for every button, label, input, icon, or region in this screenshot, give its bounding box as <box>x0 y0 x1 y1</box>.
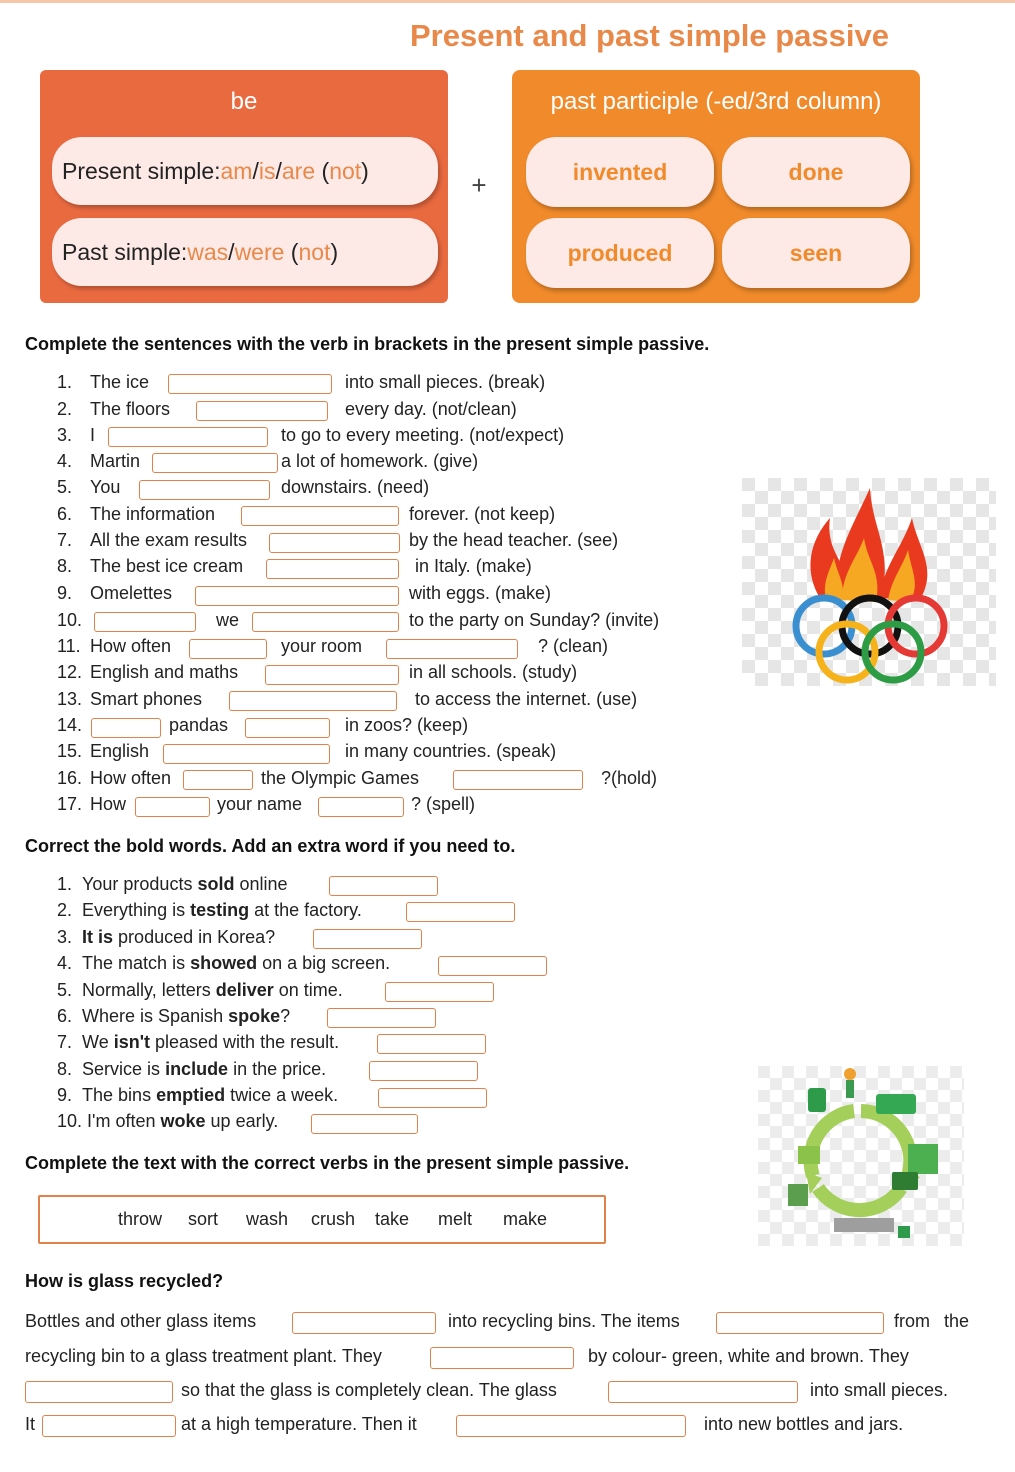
sentence-part: by the head teacher. (see) <box>409 530 619 550</box>
text-part: It <box>25 1414 36 1434</box>
sentence-pre: I'm often <box>87 1111 161 1131</box>
sentence-part: with eggs. (make) <box>409 583 552 603</box>
item-number: 4. <box>57 953 73 973</box>
sentence-part: All the exam results <box>90 530 248 550</box>
item-number: 6. <box>57 504 73 524</box>
bold-word: include <box>165 1059 229 1079</box>
sentence-part: the Olympic Games <box>261 768 420 788</box>
participle-header: past participle (-ed/3rd column) <box>550 88 882 115</box>
sentence-part: to access the internet. (use) <box>415 689 638 709</box>
example-seen: seen <box>722 218 910 288</box>
answer-box[interactable] <box>327 1008 436 1028</box>
sentence-post: online <box>234 874 288 894</box>
recycling-cycle-image <box>758 1066 964 1246</box>
correction-item <box>57 980 343 1001</box>
past-was: was <box>187 238 229 265</box>
subheading: How is glass recycled? <box>25 1271 224 1291</box>
bold-word: deliver <box>215 980 274 1000</box>
correction-item <box>57 953 390 974</box>
answer-box[interactable] <box>241 506 399 526</box>
item-number: 5. <box>57 477 73 497</box>
correction-item <box>57 874 288 895</box>
text-part: the <box>944 1311 970 1331</box>
sentence-part: we <box>216 610 240 630</box>
answer-box[interactable] <box>196 401 328 421</box>
sentence-part: English and maths <box>90 662 239 682</box>
sentence-post: produced in Korea? <box>113 927 276 947</box>
item-number: 3. <box>57 927 73 947</box>
bold-word: showed <box>190 953 258 973</box>
item-number: 2. <box>57 900 73 920</box>
example-produced: produced <box>526 218 714 288</box>
word-bank-item: wash <box>246 1209 289 1229</box>
present-are: are <box>281 157 316 184</box>
sentence-part: pandas <box>169 715 229 735</box>
sentence-part: a lot of homework. (give) <box>281 451 479 471</box>
sentence-part: The ice <box>90 372 150 392</box>
text-part: at a high temperature. Then it <box>181 1414 417 1434</box>
correction-item <box>57 1111 278 1132</box>
answer-box[interactable] <box>269 533 400 553</box>
sentence-post: up early. <box>205 1111 279 1131</box>
past-participle-panel <box>512 70 920 303</box>
recycling-cycle-icon <box>758 1066 964 1246</box>
sentence-part: forever. (not keep) <box>409 504 556 524</box>
item-number: 4. <box>57 451 73 471</box>
item-number: 14. <box>57 715 83 735</box>
sentence-part: in all schools. (study) <box>409 662 578 682</box>
word-bank-item: take <box>375 1209 410 1229</box>
item-number: 17. <box>57 794 83 814</box>
sentence-part: The floors <box>90 399 171 419</box>
sentence-pre: The bins <box>82 1085 157 1105</box>
sentence-part: I <box>90 425 96 445</box>
sentence-pre: Where is Spanish <box>82 1006 229 1026</box>
answer-box[interactable] <box>108 427 268 447</box>
answer-box[interactable] <box>716 1312 884 1334</box>
answer-box[interactable] <box>25 1381 173 1403</box>
sentence-part: The information <box>90 504 216 524</box>
be-header: be <box>230 88 258 115</box>
sentence-pre: Your products <box>82 874 198 894</box>
text-part: by colour- green, white and brown. They <box>588 1346 909 1366</box>
sentence-part: every day. (not/clean) <box>345 399 517 419</box>
sentence-part: to the party on Sunday? (invite) <box>409 610 660 630</box>
word-bank-item: sort <box>188 1209 219 1229</box>
answer-box[interactable] <box>183 770 253 790</box>
sentence-part: How often <box>90 768 172 788</box>
sentence-post: at the factory. <box>249 900 362 920</box>
past-label: Past simple: <box>62 238 188 265</box>
sentence-pre: The match is <box>82 953 191 973</box>
bold-word: isn't <box>113 1032 150 1052</box>
item-number: 1. <box>57 874 73 894</box>
text-part: into new bottles and jars. <box>704 1414 904 1434</box>
answer-box[interactable] <box>311 1114 418 1134</box>
sentence-part: to go to every meeting. (not/expect) <box>281 425 565 445</box>
sentence-post: on time. <box>273 980 343 1000</box>
item-number: 1. <box>57 372 73 392</box>
correction-item <box>57 1032 339 1053</box>
item-number: 13. <box>57 689 83 709</box>
answer-box[interactable] <box>369 1061 478 1081</box>
item-number: 8. <box>57 556 73 576</box>
item-number: 7. <box>57 530 73 550</box>
item-number: 8. <box>57 1059 73 1079</box>
answer-box[interactable] <box>91 718 161 738</box>
item-number: 12. <box>57 662 83 682</box>
bold-word: woke <box>160 1111 206 1131</box>
answer-box[interactable] <box>245 718 330 738</box>
sentence-pre: Normally, letters <box>82 980 216 1000</box>
sentence-pre: Everything is <box>82 900 191 920</box>
answer-box[interactable] <box>189 639 267 659</box>
item-number: 6. <box>57 1006 73 1026</box>
answer-box[interactable] <box>406 902 515 922</box>
sentence-part: your room <box>281 636 363 656</box>
olympic-flame-image <box>742 478 996 686</box>
sentence-part: ?(hold) <box>601 768 658 788</box>
present-is: is <box>258 157 276 184</box>
word-bank-item: throw <box>118 1209 163 1229</box>
sentence-part: How often <box>90 636 172 656</box>
answer-box[interactable] <box>94 612 196 632</box>
sentence-part: in many countries. (speak) <box>345 741 557 761</box>
item-number: 9. <box>57 1085 73 1105</box>
item-number: 7. <box>57 1032 73 1052</box>
word-bank-item: melt <box>438 1209 473 1229</box>
answer-box[interactable] <box>195 586 399 606</box>
sentence-part: downstairs. (need) <box>281 477 430 497</box>
sentence-part: Omelettes <box>90 583 173 603</box>
correction-item <box>57 1059 326 1080</box>
item-number: 9. <box>57 583 73 603</box>
answer-box[interactable] <box>377 1034 486 1054</box>
sentence-part: The best ice cream <box>90 556 244 576</box>
correction-item <box>57 927 275 948</box>
item-number: 5. <box>57 980 73 1000</box>
item-number: 10. <box>57 1111 83 1131</box>
answer-box[interactable] <box>265 665 399 685</box>
sentence-part: How <box>90 794 127 814</box>
answer-box[interactable] <box>229 691 397 711</box>
answer-box[interactable] <box>139 480 270 500</box>
present-am: am <box>220 157 253 184</box>
sentence-post: ? <box>280 1006 291 1026</box>
past-not: not <box>298 238 331 265</box>
answer-box[interactable] <box>135 797 210 817</box>
answer-box[interactable] <box>608 1381 798 1403</box>
bold-word: sold <box>197 874 235 894</box>
sentence-part: English <box>90 741 150 761</box>
item-number: 10. <box>57 610 83 630</box>
example-invented: invented <box>526 137 714 207</box>
text-part: Bottles and other glass items <box>25 1311 257 1331</box>
answer-box[interactable] <box>266 559 399 579</box>
olympic-flame-icon <box>742 478 996 686</box>
item-number: 11. <box>57 636 81 656</box>
text-part: into small pieces. <box>810 1380 949 1400</box>
answer-box[interactable] <box>430 1347 574 1369</box>
answer-box[interactable] <box>252 612 399 632</box>
bold-word: It is <box>82 927 114 947</box>
sentence-pre: We <box>82 1032 114 1052</box>
past-were: were <box>234 238 285 265</box>
top-divider <box>0 0 1015 3</box>
answer-box[interactable] <box>292 1312 436 1334</box>
sentence-post: pleased with the result. <box>150 1032 340 1052</box>
exercise2-instruction: Correct the bold words. Add an extra word if you need to. <box>25 836 516 856</box>
sentence-part: ? (clean) <box>538 636 609 656</box>
answer-box[interactable] <box>378 1088 487 1108</box>
item-number: 15. <box>57 741 83 761</box>
sentence-part: your name <box>217 794 303 814</box>
sentence-pre: Service is <box>82 1059 166 1079</box>
word-bank-item: crush <box>311 1209 356 1229</box>
item-number: 16. <box>57 768 83 788</box>
text-part: from <box>894 1311 930 1331</box>
answer-box[interactable] <box>313 929 422 949</box>
be-panel <box>40 70 448 303</box>
correction-item <box>57 1006 290 1027</box>
present-simple-pill: Present simple: am / is / are ( not ) <box>52 137 438 205</box>
answer-box[interactable] <box>152 453 278 473</box>
sentence-part: ? (spell) <box>411 794 476 814</box>
answer-box[interactable] <box>438 956 547 976</box>
exercise1-instruction: Complete the sentences with the verb in brackets in the present simple passive. <box>25 334 710 354</box>
answer-box[interactable] <box>163 744 330 764</box>
answer-box[interactable] <box>456 1415 686 1437</box>
sentence-post: on a big screen. <box>257 953 391 973</box>
sentence-post: twice a week. <box>225 1085 339 1105</box>
sentence-part: Martin <box>90 451 141 471</box>
correction-item <box>57 1085 338 1106</box>
item-number: 2. <box>57 399 73 419</box>
word-bank-item: make <box>503 1209 548 1229</box>
answer-box[interactable] <box>329 876 438 896</box>
word-bank <box>38 1195 606 1244</box>
exercise3-instruction: Complete the text with the correct verbs in the present simple passive. <box>25 1153 630 1173</box>
page-title: Present and past simple passive <box>410 18 889 53</box>
item-number: 3. <box>57 425 73 445</box>
sentence-post: in the price. <box>228 1059 327 1079</box>
bold-word: emptied <box>156 1085 226 1105</box>
present-not: not <box>329 157 362 184</box>
answer-box[interactable] <box>318 797 404 817</box>
bold-word: testing <box>190 900 250 920</box>
answer-box[interactable] <box>453 770 583 790</box>
answer-box[interactable] <box>386 639 518 659</box>
answer-box[interactable] <box>42 1415 176 1437</box>
bold-word: spoke <box>228 1006 281 1026</box>
answer-box[interactable] <box>385 982 494 1002</box>
correction-item <box>57 900 362 921</box>
sentence-part: in Italy. (make) <box>415 556 532 576</box>
text-part: into recycling bins. The items <box>448 1311 680 1331</box>
sentence-part: into small pieces. (break) <box>345 372 546 392</box>
text-part: recycling bin to a glass treatment plant. They <box>25 1346 382 1366</box>
example-done: done <box>722 137 910 207</box>
answer-box[interactable] <box>168 374 332 394</box>
sentence-part: in zoos? (keep) <box>345 715 469 735</box>
text-part: so that the glass is completely clean. The glass <box>181 1380 557 1400</box>
plus-sign: + <box>461 168 497 204</box>
sentence-part: Smart phones <box>90 689 203 709</box>
past-simple-pill: Past simple: was / were ( not ) <box>52 218 438 286</box>
sentence-part: You <box>90 477 121 497</box>
present-label: Present simple: <box>62 157 221 184</box>
